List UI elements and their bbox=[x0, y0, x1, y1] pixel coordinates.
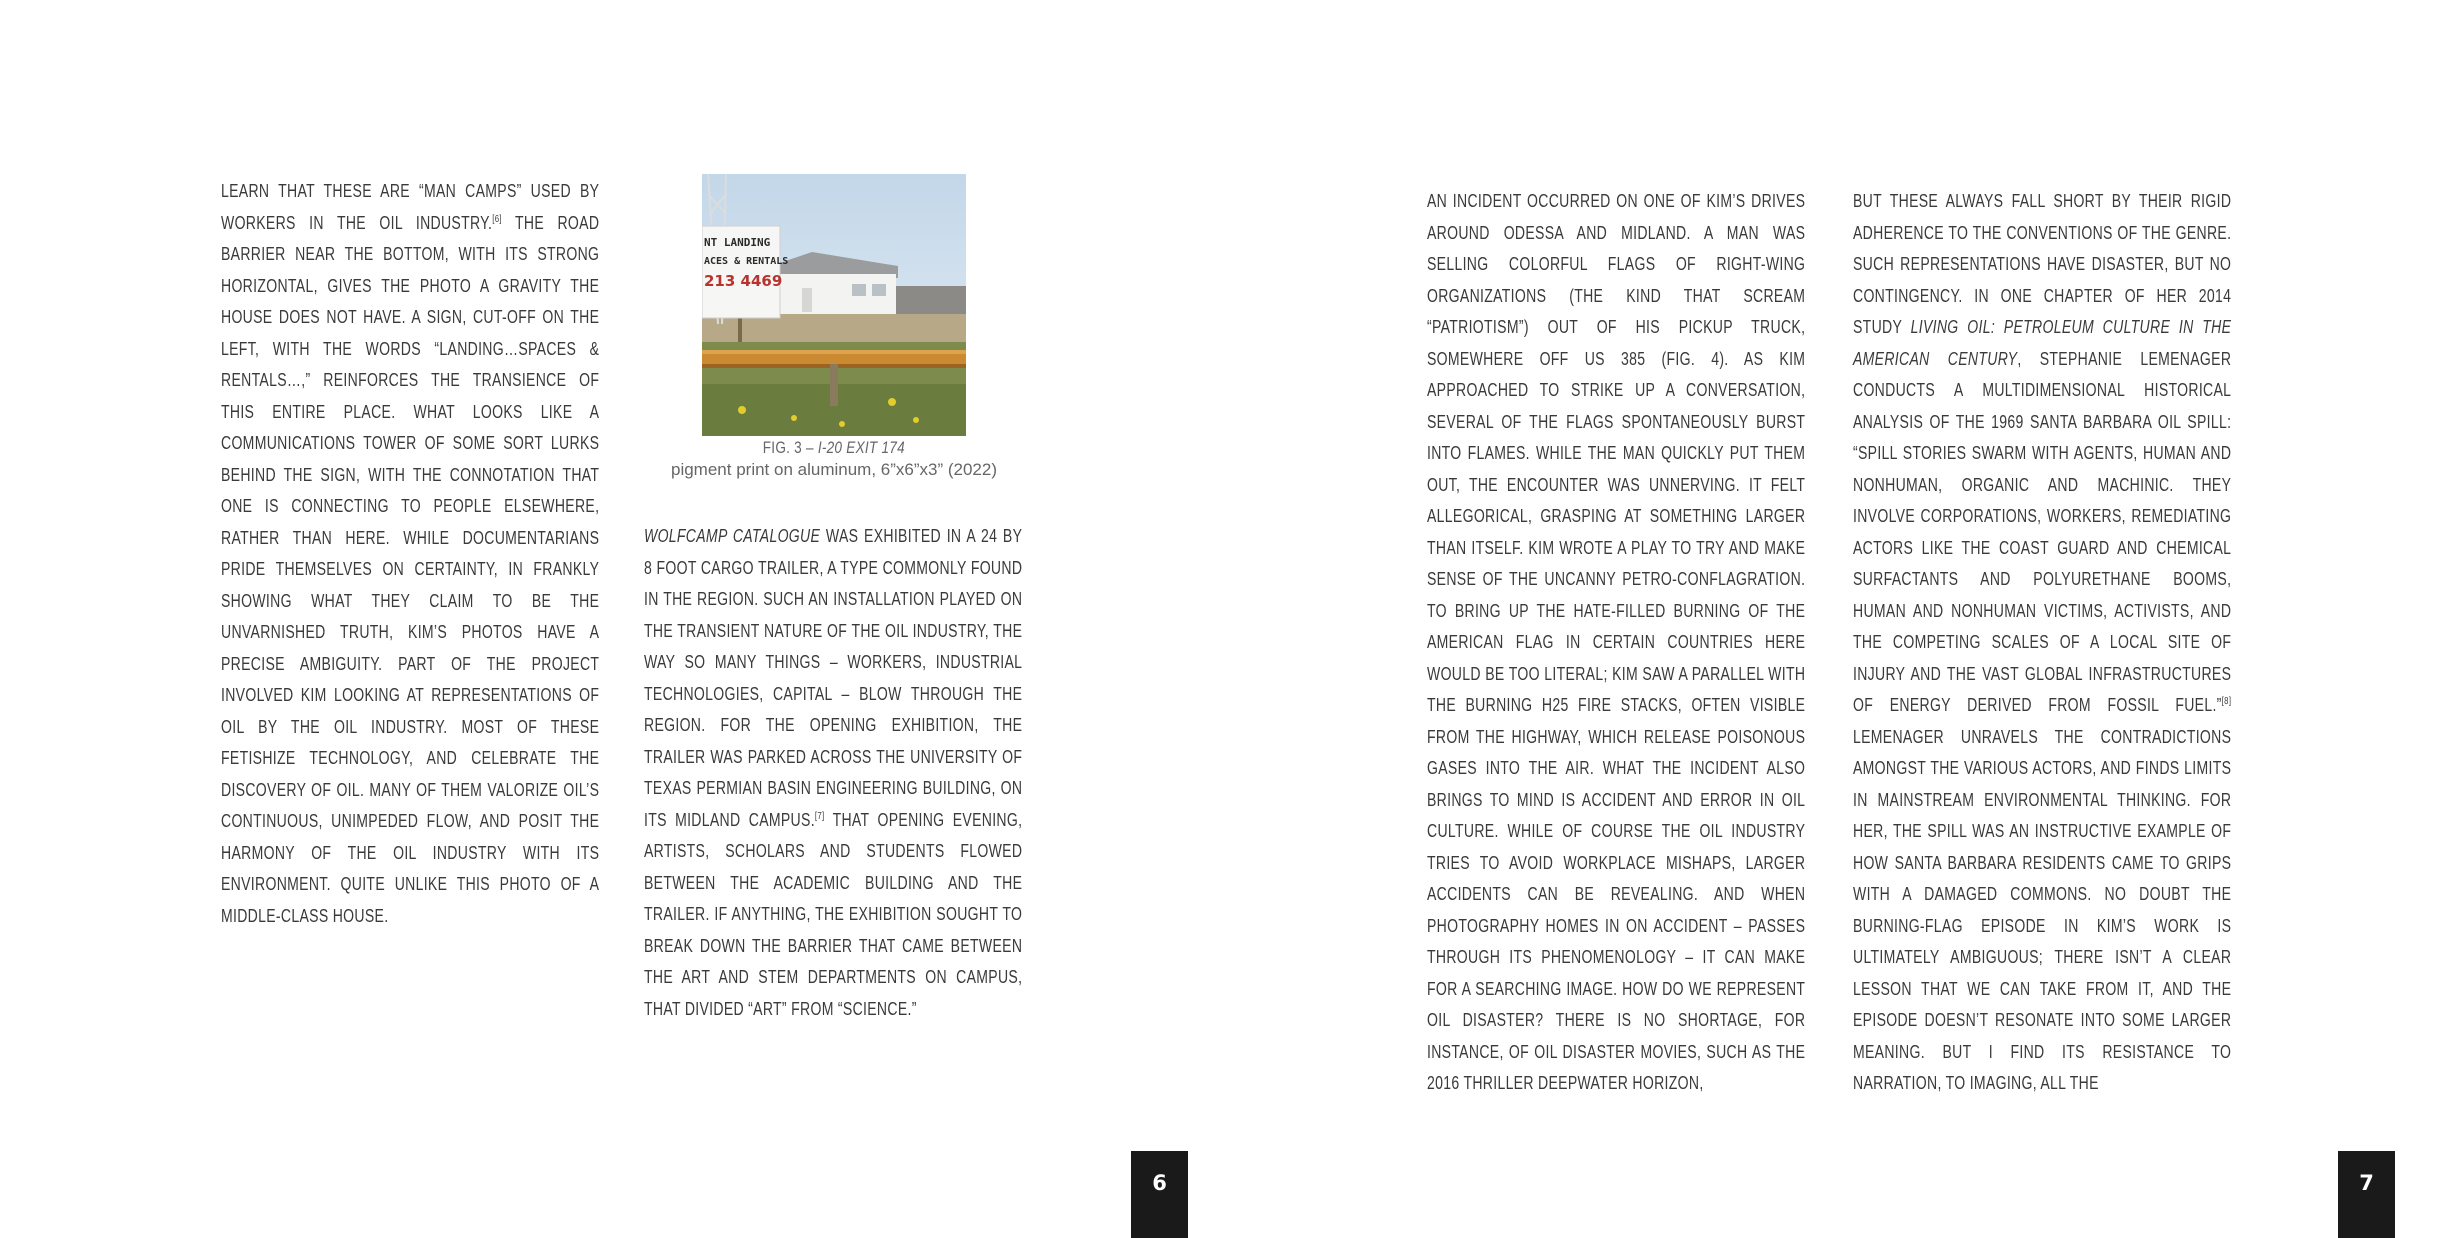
page-number-right bbox=[2338, 1151, 2395, 1238]
page-number-text: 6 bbox=[1152, 1171, 1167, 1195]
photo-i20-exit-174 bbox=[702, 174, 966, 436]
footnote-ref[interactable]: [6] bbox=[492, 213, 502, 225]
exhibition-title: WOLFCAMP CATALOGUE bbox=[644, 526, 821, 546]
left-page-column-1 bbox=[221, 176, 599, 932]
text-run: LEARN THAT THESE ARE “MAN CAMPS” USED BY WORKERS IN THE OIL INDUSTRY. bbox=[221, 181, 600, 233]
paragraph bbox=[644, 521, 1022, 1025]
book-title: LIVING OIL: PETROLEUM CULTURE IN THE AMERICAN CENTURY bbox=[1853, 317, 2232, 369]
caption-prefix: FIG. 3 – bbox=[762, 438, 819, 457]
left-page-column-2 bbox=[644, 521, 1022, 1025]
right-page-column-2 bbox=[1853, 186, 2231, 1100]
footnote-ref[interactable]: [7] bbox=[814, 810, 825, 822]
text-run: LEMENAGER UNRAVELS THE CONTRADICTIONS AMONGST THE VARIOUS ACTORS, AND FINDS LIMITS IN MAINSTREAM ENVIRONMENTAL THINKING. FOR HER, THE SPILL WAS AN INSTRUCTIVE EXAMPLE OF HOW SANTA BARBARA RESIDENTS CAME TO GRIPS WITH A DAMAGED COMMONS. NO DOUBT THE BURNING-FLAG EPISODE IN KIM’S WORK IS ULTIMATELY AMBIGUOUS; THERE ISN’T A CLEAR LESSON THAT WE CAN TAKE FROM IT, AND THE EPISODE DOESN’T RESONATE INTO SOME LARGER MEANING. BUT I FIND ITS RESISTANCE TO NARRATION, TO IMAGING, ALL THE bbox=[1853, 726, 2232, 1093]
page-number-text: 7 bbox=[2359, 1171, 2374, 1195]
paragraph bbox=[1853, 186, 2231, 1100]
paragraph bbox=[221, 176, 599, 932]
figure-photo bbox=[702, 174, 966, 436]
paragraph bbox=[1427, 186, 1805, 1100]
sign-text-line1: NT LANDING bbox=[704, 236, 771, 249]
text-run: , STEPHANIE LEMENAGER CONDUCTS A MULTIDIMENSIONAL HISTORICAL ANALYSIS OF THE 1969 SANTA BARBARA OIL SPILL: “SPILL STORIES SWARM WITH AGENTS, HUMAN AND NONHUMAN, ORGANIC AND MACHINIC. THEY INVOLVE CORPORATIONS, WORKERS, REMEDIATING ACTORS LIKE THE COAST GUARD AND CHEMICAL SURFACTANTS AND POLYURETHANE BOOMS, HUMAN AND NONHUMAN VICTIMS, ACTIVISTS, AND THE COMPETING SCALES OF A LOCAL SITE OF INJURY AND THE VAST GLOBAL INFRASTRUCTURES OF ENERGY DERIVED FROM FOSSIL FUEL.” bbox=[1853, 348, 2232, 715]
text-run: THE ROAD BARRIER NEAR THE BOTTOM, WITH ITS STRONG HORIZONTAL, GIVES THE PHOTO A GRAVITY THE HOUSE DOES NOT HAVE. A SIGN, CUT-OFF ON THE LEFT, WITH THE WORDS “LANDING…SPACES & RENTALS…,” REINFORCES THE TRANSIENCE OF THIS ENTIRE PLACE. WHAT LOOKS LIKE A COMMUNICATIONS TOWER OF SOME SORT LURKS BEHIND THE SIGN, WITH THE CONNOTATION THAT ONE IS CONNECTING TO PEOPLE ELSEWHERE, RATHER THAN HERE. WHILE DOCUMENTARIANS PRIDE THEMSELVES ON CERTAINTY, IN FRANKLY SHOWING WHAT THEY CLAIM TO BE THE UNVARNISHED TRUTH, KIM’S PHOTOS HAVE A PRECISE AMBIGUITY. PART OF THE PROJECT INVOLVED KIM LOOKING AT REPRESENTATIONS OF OIL BY THE OIL INDUSTRY. MOST OF THESE FETISHIZE TECHNOLOGY, AND CELEBRATE THE DISCOVERY OF OIL. MANY OF THEM VALORIZE OIL’S CONTINUOUS, UNIMPEDED FLOW, AND POSIT THE HARMONY OF THE OIL INDUSTRY WITH ITS ENVIRONMENT. QUITE UNLIKE THIS PHOTO OF A MIDDLE-CLASS HOUSE. bbox=[221, 212, 600, 926]
right-page-column-1 bbox=[1427, 186, 1805, 1100]
sign-text-line3: 213 4469 bbox=[704, 272, 783, 290]
page-number-left bbox=[1131, 1151, 1188, 1238]
figure-caption bbox=[620, 438, 1048, 480]
caption-artwork-title: I-20 EXIT 174 bbox=[818, 438, 906, 457]
caption-medium: pigment print on aluminum, 6”x6”x3” (2022) bbox=[671, 460, 997, 479]
footnote-ref[interactable]: [8] bbox=[2221, 696, 2232, 707]
caption-title-line bbox=[763, 438, 905, 458]
text-run: WAS EXHIBITED IN A 24 BY 8 FOOT CARGO TRAILER, A TYPE COMMONLY FOUND IN THE REGION. SUCH AN INSTALLATION PLAYED ON THE TRANSIENT NATURE OF THE OIL INDUSTRY, THE WAY SO MANY THINGS – WORKERS, INDUSTRIAL TECHNOLOGIES, CAPITAL – BLOW THROUGH THE REGION. FOR THE OPENING EXHIBITION, THE TRAILER WAS PARKED ACROSS THE UNIVERSITY OF TEXAS PERMIAN BASIN ENGINEERING BUILDING, ON ITS MIDLAND CAMPUS. bbox=[644, 526, 1023, 830]
text-run: AN INCIDENT OCCURRED ON ONE OF KIM’S DRIVES AROUND ODESSA AND MIDLAND. A MAN WAS SELLING COLORFUL FLAGS OF RIGHT-WING ORGANIZATIONS (THE KIND THAT SCREAM “PATRIOTISM”) OUT OF HIS PICKUP TRUCK, SOMEWHERE OFF US 385 (FIG. 4). AS KIM APPROACHED TO STRIKE UP A CONVERSATION, SEVERAL OF THE FLAGS SPONTANEOUSLY BURST INTO FLAMES. WHILE THE MAN QUICKLY PUT THEM OUT, THE ENCOUNTER WAS UNNERVING. IT FELT ALLEGORICAL, GRASPING AT SOMETHING LARGER THAN ITSELF. KIM WROTE A PLAY TO TRY AND MAKE SENSE OF THE UNCANNY PETRO-CONFLAGRATION. TO BRING UP THE HATE-FILLED BURNING OF THE AMERICAN FLAG IN CERTAIN COUNTRIES HERE WOULD BE TOO LITERAL; KIM SAW A PARALLEL WITH THE BURNING H25 FIRE STACKS, OFTEN VISIBLE FROM THE HIGHWAY, WHICH RELEASE POISONOUS GASES INTO THE AIR. WHAT THE INCIDENT ALSO BRINGS TO MIND IS ACCIDENT AND ERROR IN OIL CULTURE. WHILE OF COURSE THE OIL INDUSTRY TRIES TO AVOID WORKPLACE MISHAPS, LARGER ACCIDENTS CAN BE REVEALING. AND WHEN PHOTOGRAPHY HOMES IN ON ACCIDENT – PASSES THROUGH ITS PHENOMENOLOGY – IT CAN MAKE FOR A SEARCHING IMAGE. HOW DO WE REPRESENT OIL DISASTER? THERE IS NO SHORTAGE, FOR INSTANCE, OF OIL DISASTER MOVIES, SUCH AS THE 2016 THRILLER DEEPWATER HORIZON, bbox=[1427, 191, 1806, 1093]
text-run: BUT THESE ALWAYS FALL SHORT BY THEIR RIGID ADHERENCE TO THE CONVENTIONS OF THE GENRE. SUCH REPRESENTATIONS HAVE DISASTER, BUT NO CONTINGENCY. IN ONE CHAPTER OF HER 2014 STUDY bbox=[1853, 191, 2232, 337]
text-run: THAT OPENING EVENING, ARTISTS, SCHOLARS AND STUDENTS FLOWED BETWEEN THE ACADEMIC BUILDING AND THE TRAILER. IF ANYTHING, THE EXHIBITION SOUGHT TO BREAK DOWN THE BARRIER THAT CAME BETWEEN THE ART AND STEM DEPARTMENTS ON CAMPUS, THAT DIVIDED “ART” FROM “SCIENCE.” bbox=[644, 809, 1023, 1019]
sign-text-line2: ACES & RENTALS bbox=[704, 256, 789, 267]
